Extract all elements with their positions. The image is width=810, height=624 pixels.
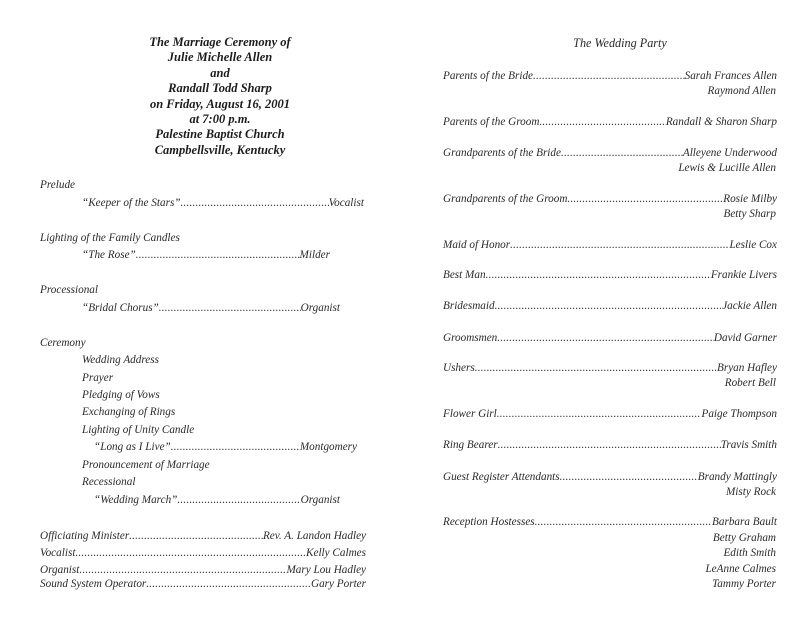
party-entry — [443, 238, 777, 253]
officiant-name: Rev. A. Landon Hadley — [262, 530, 366, 542]
ceremony-item: Recessional — [82, 476, 136, 488]
title-line: Campbellsville, Kentucky — [154, 142, 286, 157]
processional-line — [82, 301, 340, 316]
candles-performer: Milder — [299, 249, 330, 261]
party-name: Bryan Hafley — [717, 362, 777, 374]
leader-dots — [561, 146, 683, 161]
party-role: Guest Register Attendants — [443, 471, 560, 483]
party-name: Raymond Allen — [707, 85, 776, 97]
ceremony-title-block — [100, 35, 340, 158]
leader-dots — [498, 438, 721, 453]
ceremony-program-page — [0, 0, 400, 624]
party-entry — [443, 407, 777, 422]
processional-heading: Processional — [40, 284, 99, 296]
title-line: at 7:00 p.m. — [189, 112, 251, 127]
ceremony-item: Prayer — [82, 372, 114, 384]
title-line: on Friday, August 16, 2001 — [149, 96, 291, 111]
leader-dots — [567, 192, 723, 207]
party-name: Randall & Sharon Sharp — [665, 116, 777, 128]
processional-performer: Organist — [300, 302, 340, 314]
party-name: Lewis & Lucille Allen — [678, 162, 776, 174]
officiant-line — [40, 563, 366, 578]
party-entry — [443, 361, 777, 376]
recessional-song-piece: “Wedding March” — [94, 494, 178, 506]
wedding-party-title: The Wedding Party — [573, 36, 667, 50]
wedding-party-page — [405, 0, 810, 624]
officiant-line — [40, 577, 366, 592]
leader-dots — [177, 493, 300, 508]
party-name: Paige Thompson — [701, 408, 777, 420]
title-line: Randall Todd Sharp — [168, 81, 272, 96]
party-role: Grandparents of the Groom — [443, 193, 568, 205]
party-name: LeAnne Calmes — [705, 563, 776, 575]
party-role: Ring Bearer — [443, 439, 498, 451]
party-name: Frankie Livers — [710, 269, 777, 281]
leader-dots — [533, 69, 685, 84]
ceremony-item: Wedding Address — [82, 354, 159, 366]
party-entry — [443, 515, 777, 530]
officiant-role: Officiating Minister — [40, 530, 130, 542]
party-name: David Garner — [713, 332, 777, 344]
leader-dots — [75, 546, 306, 561]
party-role: Ushers — [443, 362, 475, 374]
party-name: Betty Sharp — [723, 208, 776, 220]
party-role: Groomsmen — [443, 332, 498, 344]
officiant-name: Mary Lou Hadley — [286, 564, 366, 576]
party-name: Sarah Frances Allen — [684, 70, 777, 82]
leader-dots — [475, 361, 717, 376]
party-role: Reception Hostesses — [443, 516, 535, 528]
title-line: Julie Michelle Allen — [167, 50, 273, 65]
party-entry — [443, 192, 777, 207]
ceremony-item: Pronouncement of Marriage — [82, 459, 210, 471]
leader-dots — [129, 529, 263, 544]
party-entry — [443, 470, 777, 485]
ceremony-heading: Ceremony — [40, 337, 86, 349]
recessional-song-performer: Organist — [300, 494, 340, 506]
party-entry — [443, 438, 777, 453]
party-name: Barbara Bault — [712, 516, 777, 528]
party-role: Flower Girl — [443, 408, 497, 420]
leader-dots — [159, 301, 301, 316]
candles-line — [82, 248, 330, 263]
party-name: Misty Rock — [725, 486, 776, 498]
party-role: Bridesmaid — [443, 300, 495, 312]
title-line: Palestine Baptist Church — [155, 127, 285, 142]
processional-piece: “Bridal Chorus” — [82, 302, 159, 314]
officiant-role: Vocalist — [40, 547, 76, 559]
party-entry — [443, 331, 777, 346]
leader-dots — [495, 299, 723, 314]
prelude-piece: “Keeper of the Stars” — [82, 197, 181, 209]
leader-dots — [535, 515, 712, 530]
leader-dots — [510, 238, 729, 253]
party-name: Leslie Cox — [729, 239, 777, 251]
party-name: Travis Smith — [720, 439, 777, 451]
party-entry — [443, 299, 777, 314]
unity-song-piece: “Long as I Live” — [94, 441, 171, 453]
candles-piece: “The Rose” — [82, 249, 136, 261]
party-role: Parents of the Bride — [443, 70, 534, 82]
title-line: The Marriage Ceremony of — [149, 35, 291, 49]
officiant-line — [40, 546, 366, 561]
leader-dots — [486, 268, 711, 283]
unity-song-performer: Montgomery — [299, 441, 357, 453]
ceremony-item: Exchanging of Rings — [82, 406, 176, 418]
leader-dots — [171, 440, 300, 455]
party-name: Edith Smith — [723, 547, 776, 559]
officiant-line — [40, 529, 366, 544]
party-name: Robert Bell — [724, 377, 776, 389]
party-name: Rosie Milby — [723, 193, 777, 205]
party-role: Grandparents of the Bride — [443, 147, 561, 159]
ceremony-item: Pledging of Vows — [82, 389, 160, 401]
unity-song-line — [94, 440, 357, 455]
party-role: Parents of the Groom — [443, 116, 540, 128]
party-entry — [443, 146, 777, 161]
party-entry — [443, 69, 777, 84]
leader-dots — [181, 196, 329, 211]
party-name: Alleyene Underwood — [682, 147, 777, 159]
leader-dots — [136, 248, 300, 263]
candles-heading: Lighting of the Family Candles — [40, 232, 180, 244]
leader-dots — [539, 115, 665, 130]
leader-dots — [497, 331, 714, 346]
prelude-performer: Vocalist — [328, 197, 364, 209]
leader-dots — [79, 563, 286, 578]
leader-dots — [146, 577, 311, 592]
party-entry — [443, 268, 777, 283]
party-role: Best Man — [443, 269, 486, 281]
party-name: Brandy Mattingly — [697, 471, 777, 483]
officiant-role: Sound System Operator — [40, 578, 147, 590]
party-entry — [443, 115, 777, 130]
officiant-role: Organist — [40, 564, 80, 576]
party-name: Tammy Porter — [712, 578, 776, 590]
party-name: Jackie Allen — [722, 300, 777, 312]
party-role: Maid of Honor — [443, 239, 511, 251]
leader-dots — [560, 470, 698, 485]
party-name: Betty Graham — [712, 532, 776, 544]
leader-dots — [497, 407, 702, 422]
title-line: and — [210, 65, 230, 80]
officiant-name: Gary Porter — [311, 578, 366, 590]
ceremony-item: Lighting of Unity Candle — [82, 424, 195, 436]
officiant-name: Kelly Calmes — [306, 547, 366, 559]
prelude-heading: Prelude — [40, 179, 75, 191]
recessional-song-line — [94, 493, 340, 508]
prelude-line — [82, 196, 364, 211]
